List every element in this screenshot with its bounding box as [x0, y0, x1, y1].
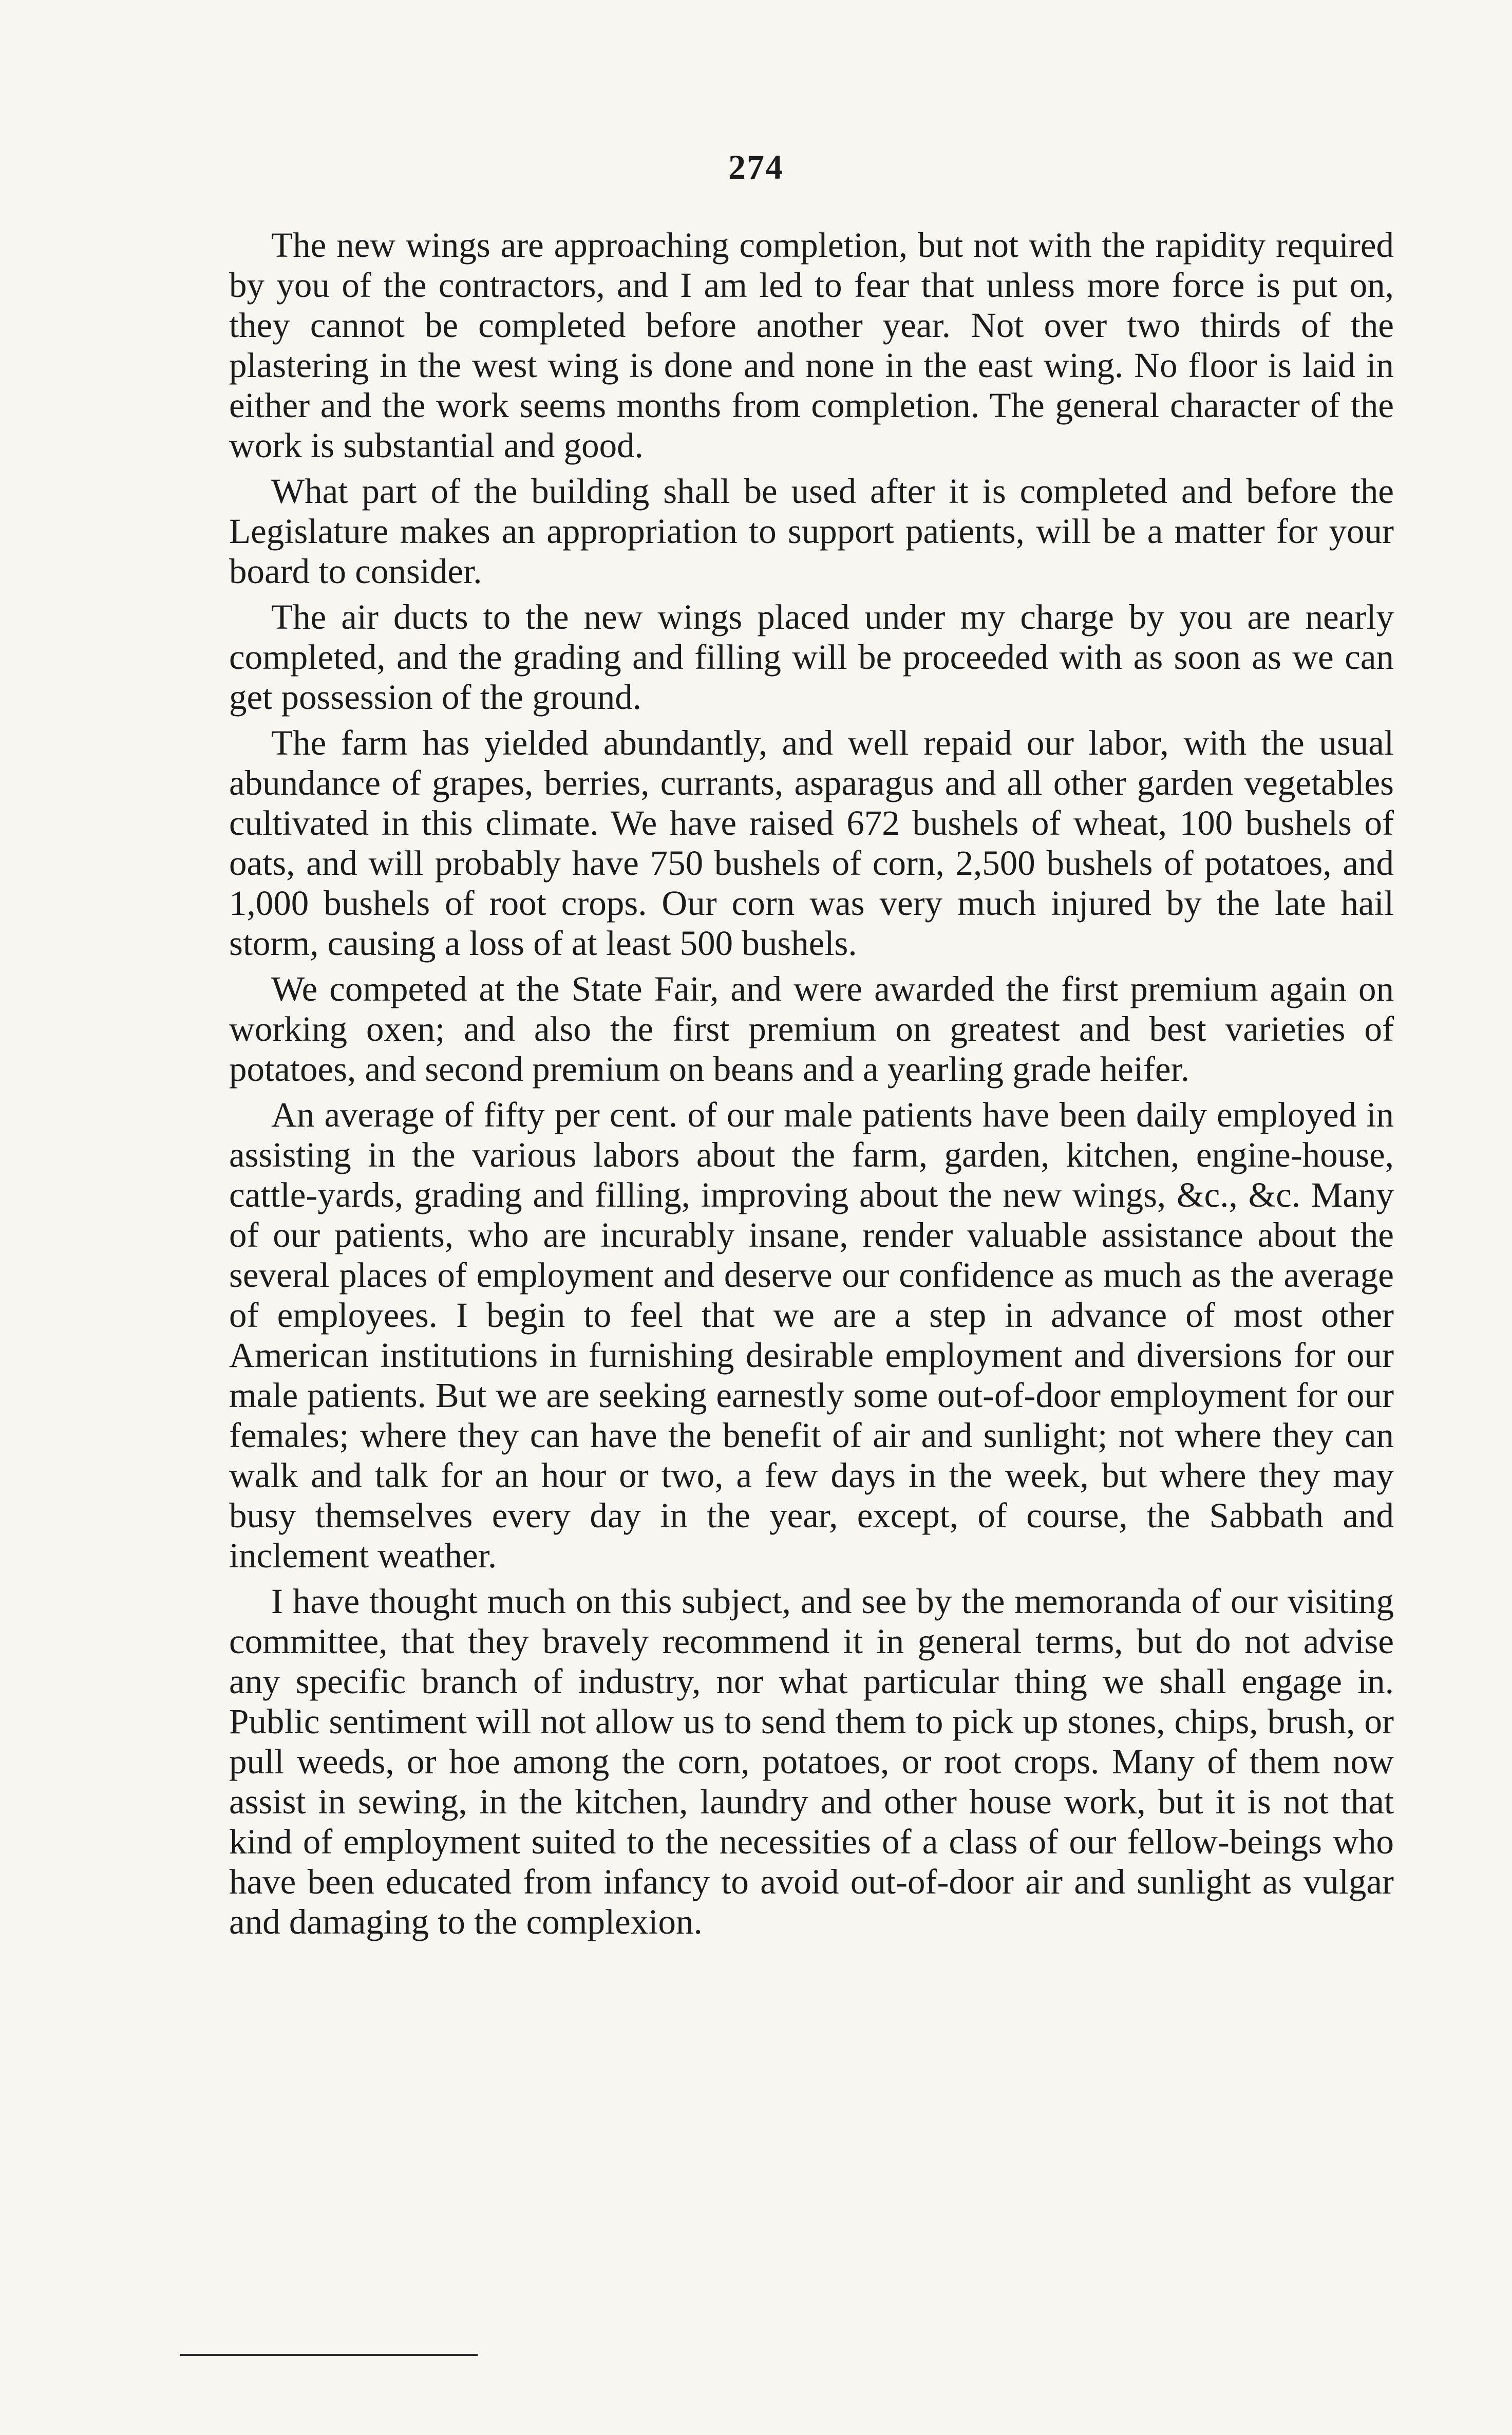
body-text — [229, 225, 1394, 1942]
page-number: 274 — [728, 147, 784, 186]
footer-rule — [180, 2354, 478, 2356]
paragraph-new-wings: The new wings are approaching completion, but not with the rapidity required by you of the contractors, and I am led to fear that unless more force is put on, they cannot be completed before another year. Not over two thirds of the plastering in the west wing is done and none in the east wing. No floor is laid in either and the work seems months from completion. The general character of the work is substantial and good. — [229, 226, 1394, 465]
paragraph-state-fair: We competed at the State Fair, and were awarded the first premium again on working oxen; and also the first premium on greatest and best varieties of potatoes, and second premium on beans and a yearling grade heifer. — [229, 969, 1394, 1089]
paragraph-female-employment: I have thought much on this subject, and see by the memoranda of our visiting committee, that they bravely recommend it in general terms, but do not advise any specific branch of industry, nor what particular thing we shall engage in. Public sentiment will not allow us to send them to pick up stones, chips, brush, or pull weeds, or hoe among the corn, potatoes, or root crops. Many of them now assist in sewing, in the kitchen, laundry and other house work, but it is not that kind of employment suited to the necessities of a class of our fellow-beings who have been educated from infancy to avoid out-of-door air and sunlight as vulgar and damaging to the complexion. — [229, 1582, 1394, 1941]
paragraph-patient-labor: An average of fifty per cent. of our male patients have been daily employed in assisting in the various labors about the farm, garden, kitchen, engine-house, cattle-yards, grading and filling, improving about the new wings, &c., &c. Many of our patients, who are incurably insane, render valuable assistance about the several places of employment and deserve our confidence as much as the average of employees. I begin to feel that we are a step in advance of most other American institutions in furnishing desirable employment and diversions for our male patients. But we are seeking earnestly some out-of-door employment for our females; where they can have the benefit of air and sunlight; not where they can walk and talk for an hour or two, a few days in the week, but where they may busy themselves every day in the year, except, of course, the Sabbath and inclement weather. — [229, 1095, 1394, 1575]
paragraph-building-use: What part of the building shall be used after it is completed and before the Legislature makes an appropriation to support patients, will be a matter for your board to consider. — [229, 472, 1394, 591]
paragraph-farm-yield: The farm has yielded abundantly, and well repaid our labor, with the usual abundance of grapes, berries, currants, asparagus and all other garden vegetables cultivated in this climate. We have raised 672 bushels of wheat, 100 bushels of oats, and will probably have 750 bushels of corn, 2,500 bushels of potatoes, and 1,000 bushels of root crops. Our corn was very much injured by the late hail storm, causing a loss of at least 500 bushels. — [229, 723, 1394, 963]
paragraph-air-ducts: The air ducts to the new wings placed under my charge by you are nearly completed, and the grading and filling will be proceeded with as soon as we can get possession of the ground. — [229, 597, 1394, 717]
